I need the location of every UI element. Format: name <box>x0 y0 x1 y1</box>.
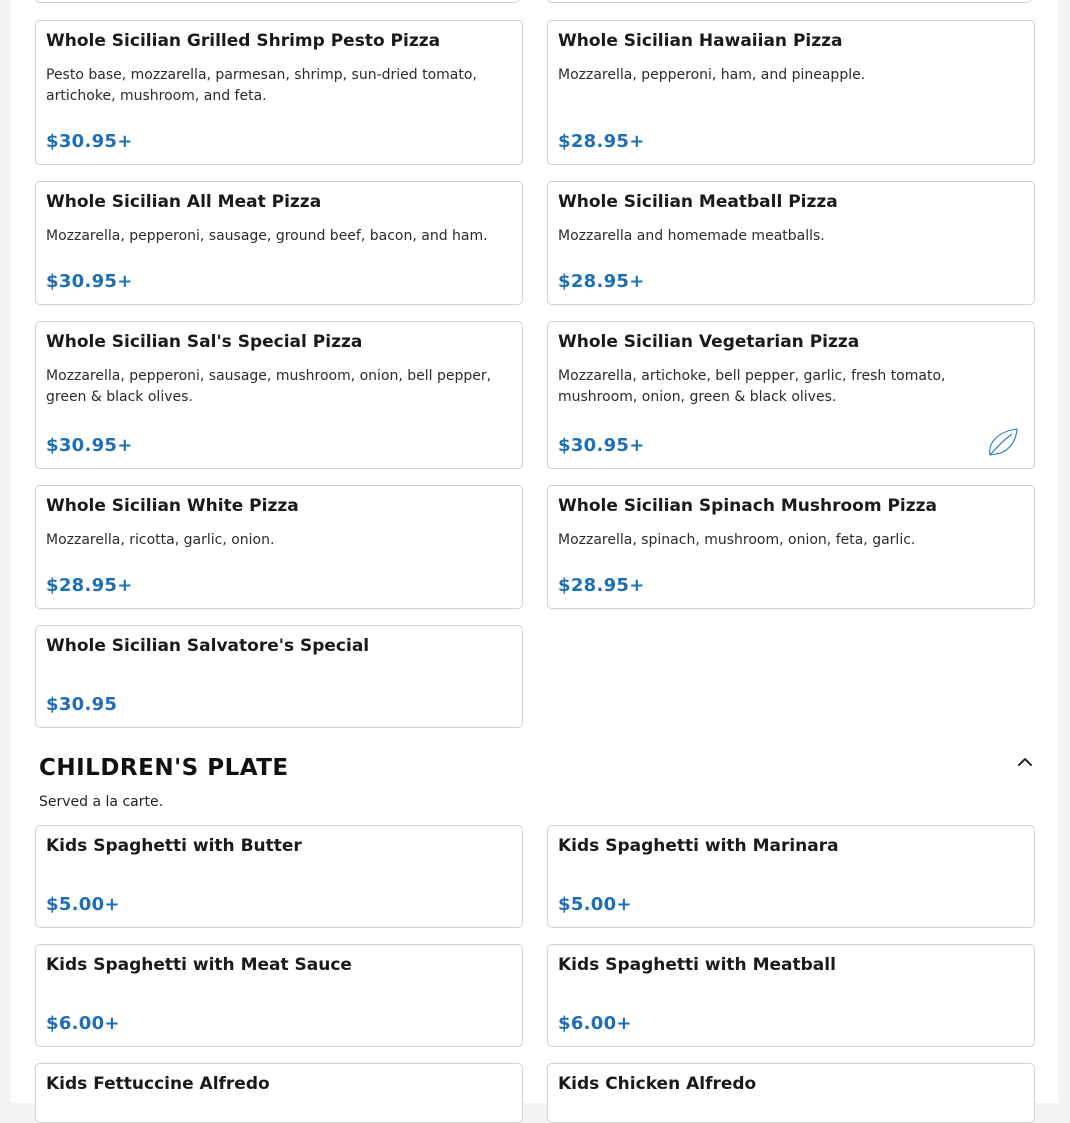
menu-item-card-partial[interactable] <box>35 0 520 3</box>
item-description: Mozzarella, pepperoni, ham, and pineapple. <box>558 67 866 83</box>
menu-item-card[interactable] <box>547 944 1035 1047</box>
item-description: Mozzarella, artichoke, bell pepper, garlic, fresh tomato, mushroom, onion, green & black olives. <box>558 368 946 405</box>
item-name: Whole Sicilian Vegetarian Pizza <box>558 332 860 352</box>
menu-item-card[interactable] <box>35 1063 523 1123</box>
menu-item-card[interactable] <box>35 20 523 165</box>
menu-item-card[interactable] <box>35 825 523 928</box>
menu-item-card[interactable] <box>35 625 523 728</box>
item-description: Mozzarella, pepperoni, sausage, ground beef, bacon, and ham. <box>46 228 488 244</box>
item-name: Whole Sicilian Salvatore's Special <box>46 636 370 656</box>
menu-item-card[interactable] <box>547 485 1035 609</box>
item-description: Pesto base, mozzarella, parmesan, shrimp, sun-dried tomato, artichoke, mushroom, and feta. <box>46 67 477 104</box>
item-name: Kids Chicken Alfredo <box>558 1074 757 1094</box>
menu-item-card[interactable] <box>547 1063 1035 1123</box>
menu-item-card[interactable] <box>35 944 523 1047</box>
menu-item-card[interactable] <box>547 181 1035 305</box>
item-name: Whole Sicilian Meatball Pizza <box>558 192 838 212</box>
menu-item-card[interactable] <box>547 20 1035 165</box>
menu-item-card[interactable] <box>35 181 523 305</box>
item-name: Kids Fettuccine Alfredo <box>46 1074 270 1094</box>
item-price: $30.95 <box>46 694 118 715</box>
item-name: Whole Sicilian White Pizza <box>46 496 299 516</box>
item-name: Kids Spaghetti with Meatball <box>558 955 836 975</box>
item-name: Whole Sicilian Grilled Shrimp Pesto Pizza <box>46 31 441 51</box>
item-name: Kids Spaghetti with Meat Sauce <box>46 955 352 975</box>
item-price: $6.00+ <box>558 1013 632 1034</box>
item-price: $28.95+ <box>46 575 133 596</box>
item-price: $6.00+ <box>46 1013 120 1034</box>
item-price: $30.95+ <box>46 435 133 456</box>
section-title: CHILDREN'S PLATE <box>39 755 289 781</box>
item-price: $28.95+ <box>558 271 645 292</box>
item-price: $28.95+ <box>558 131 645 152</box>
menu-item-card[interactable] <box>547 321 1035 469</box>
item-price: $5.00+ <box>558 894 632 915</box>
menu-item-card[interactable] <box>35 321 523 469</box>
item-name: Kids Spaghetti with Marinara <box>558 836 839 856</box>
item-price: $28.95+ <box>558 575 645 596</box>
item-name: Whole Sicilian Spinach Mushroom Pizza <box>558 496 938 516</box>
item-name: Whole Sicilian Sal's Special Pizza <box>46 332 363 352</box>
item-price: $30.95+ <box>46 271 133 292</box>
item-description: Mozzarella, pepperoni, sausage, mushroom, onion, bell pepper, green & black olives. <box>46 368 492 405</box>
vegetarian-leaf-icon <box>986 426 1020 458</box>
item-name: Kids Spaghetti with Butter <box>46 836 302 856</box>
item-name: Whole Sicilian Hawaiian Pizza <box>558 31 843 51</box>
chevron-up-icon[interactable] <box>1015 752 1035 772</box>
item-price: $5.00+ <box>46 894 120 915</box>
menu-item-card[interactable] <box>547 825 1035 928</box>
menu-item-card-partial[interactable] <box>547 0 1032 3</box>
item-price: $30.95+ <box>46 131 133 152</box>
section-subtitle: Served a la carte. <box>39 794 164 810</box>
item-price: $30.95+ <box>558 435 645 456</box>
item-description: Mozzarella, spinach, mushroom, onion, feta, garlic. <box>558 532 916 548</box>
item-description: Mozzarella, ricotta, garlic, onion. <box>46 532 275 548</box>
menu-item-card[interactable] <box>35 485 523 609</box>
menu-page <box>11 0 1058 1103</box>
item-description: Mozzarella and homemade meatballs. <box>558 228 825 244</box>
item-name: Whole Sicilian All Meat Pizza <box>46 192 322 212</box>
